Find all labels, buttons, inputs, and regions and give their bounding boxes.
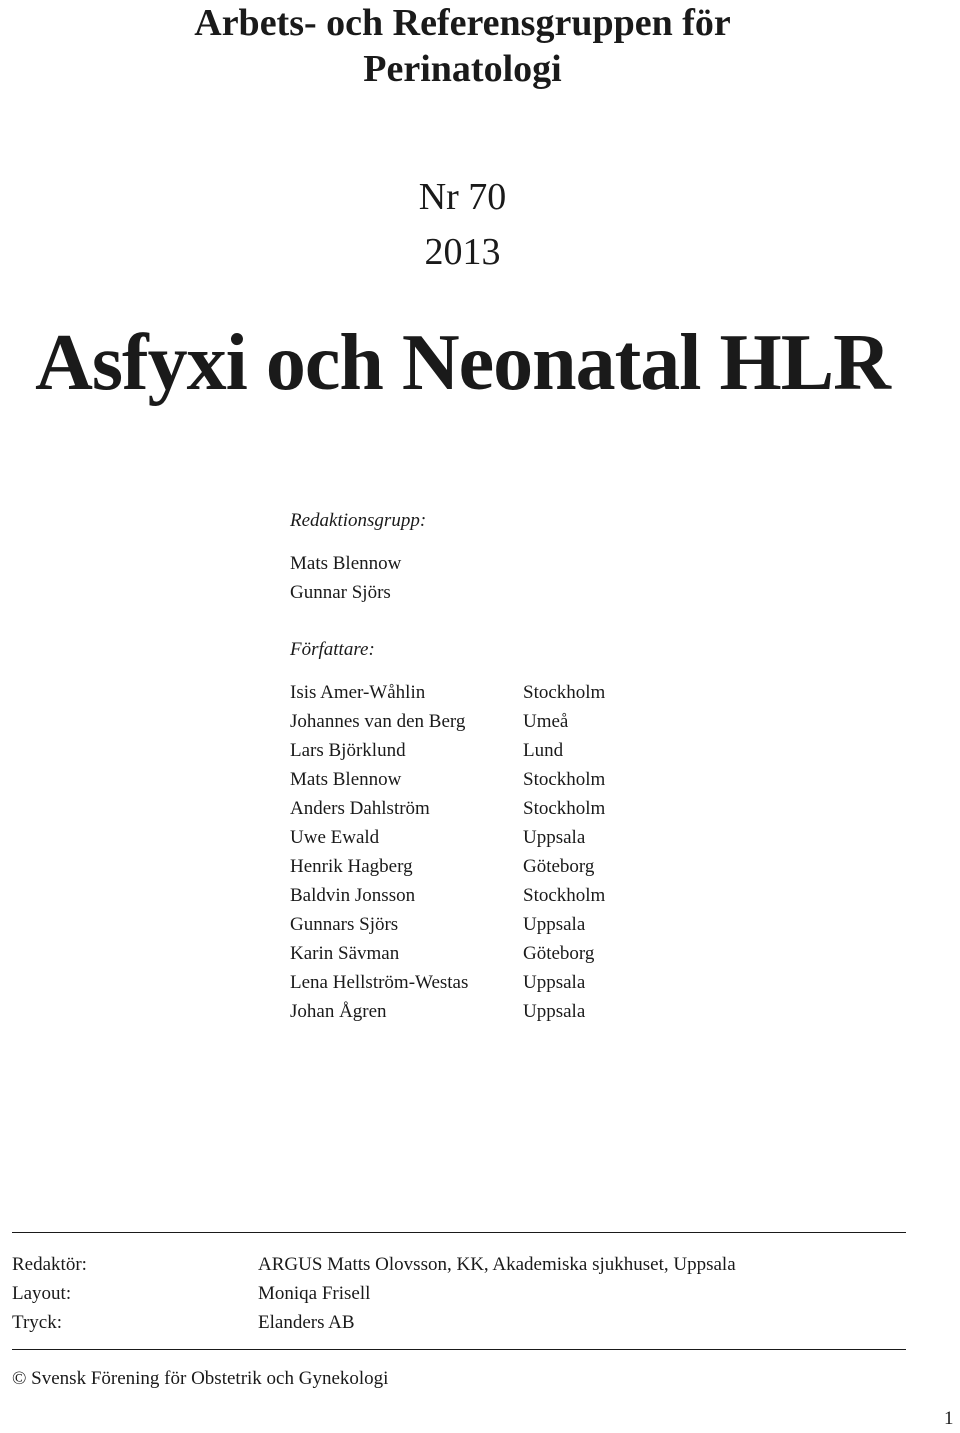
- series-title: [0, 0, 925, 92]
- editor-value: ARGUS Matts Olovsson, KK, Akademiska sjukhuset, Uppsala: [258, 1254, 736, 1275]
- editorial-member: Mats Blennow: [290, 553, 402, 574]
- print-value: Elanders AB: [258, 1312, 355, 1333]
- authors-label: Författare:: [290, 639, 375, 660]
- author-city: Uppsala: [523, 972, 586, 993]
- author-name: Lars Björklund: [290, 740, 406, 761]
- author-city: Uppsala: [523, 827, 586, 848]
- author-city: Uppsala: [523, 1001, 586, 1022]
- issue-year: 2013: [424, 231, 501, 273]
- author-name: Johannes van den Berg: [290, 711, 466, 732]
- author-name: Mats Blennow: [290, 769, 402, 790]
- author-name: Johan Ågren: [290, 1001, 387, 1022]
- series-title-line2: Perinatologi: [363, 48, 562, 90]
- author-name: Baldvin Jonsson: [290, 885, 416, 906]
- main-title: Asfyxi och Neonatal HLR: [35, 319, 890, 407]
- author-name: Karin Sävman: [290, 943, 400, 964]
- layout-value: Moniqa Frisell: [258, 1283, 371, 1304]
- issue-number: Nr 70: [418, 176, 507, 218]
- author-city: Stockholm: [523, 798, 606, 819]
- series-title-line1: Arbets- och Referensgruppen för: [194, 2, 731, 44]
- author-name: Gunnars Sjörs: [290, 914, 399, 935]
- author-name: Anders Dahlström: [290, 798, 430, 819]
- editorial-member: Gunnar Sjörs: [290, 582, 391, 603]
- author-city: Uppsala: [523, 914, 586, 935]
- author-city: Umeå: [523, 711, 569, 732]
- issue-info: [0, 170, 925, 280]
- author-cities: [523, 678, 605, 1026]
- editorial-group-label: Redaktionsgrupp:: [290, 510, 427, 531]
- page-number: 1: [944, 1408, 954, 1429]
- author-city: Stockholm: [523, 885, 606, 906]
- colophon-values: [258, 1250, 736, 1337]
- author-city: Göteborg: [523, 943, 595, 964]
- author-name: Lena Hellström-Westas: [290, 972, 469, 993]
- author-name: Isis Amer-Wåhlin: [290, 682, 426, 703]
- author-names: [290, 678, 468, 1026]
- author-name: Uwe Ewald: [290, 827, 380, 848]
- colophon-top-rule: [12, 1232, 906, 1233]
- editorial-group-members: [290, 549, 401, 607]
- print-label: Tryck:: [12, 1312, 62, 1333]
- author-city: Stockholm: [523, 682, 606, 703]
- author-city: Stockholm: [523, 769, 606, 790]
- author-city: Göteborg: [523, 856, 595, 877]
- colophon-bottom-rule: [12, 1349, 906, 1350]
- author-city: Lund: [523, 740, 564, 761]
- colophon-labels: [12, 1250, 87, 1337]
- editor-label: Redaktör:: [12, 1254, 87, 1275]
- layout-label: Layout:: [12, 1283, 72, 1304]
- author-name: Henrik Hagberg: [290, 856, 413, 877]
- copyright: © Svensk Förening för Obstetrik och Gynekologi: [12, 1368, 389, 1389]
